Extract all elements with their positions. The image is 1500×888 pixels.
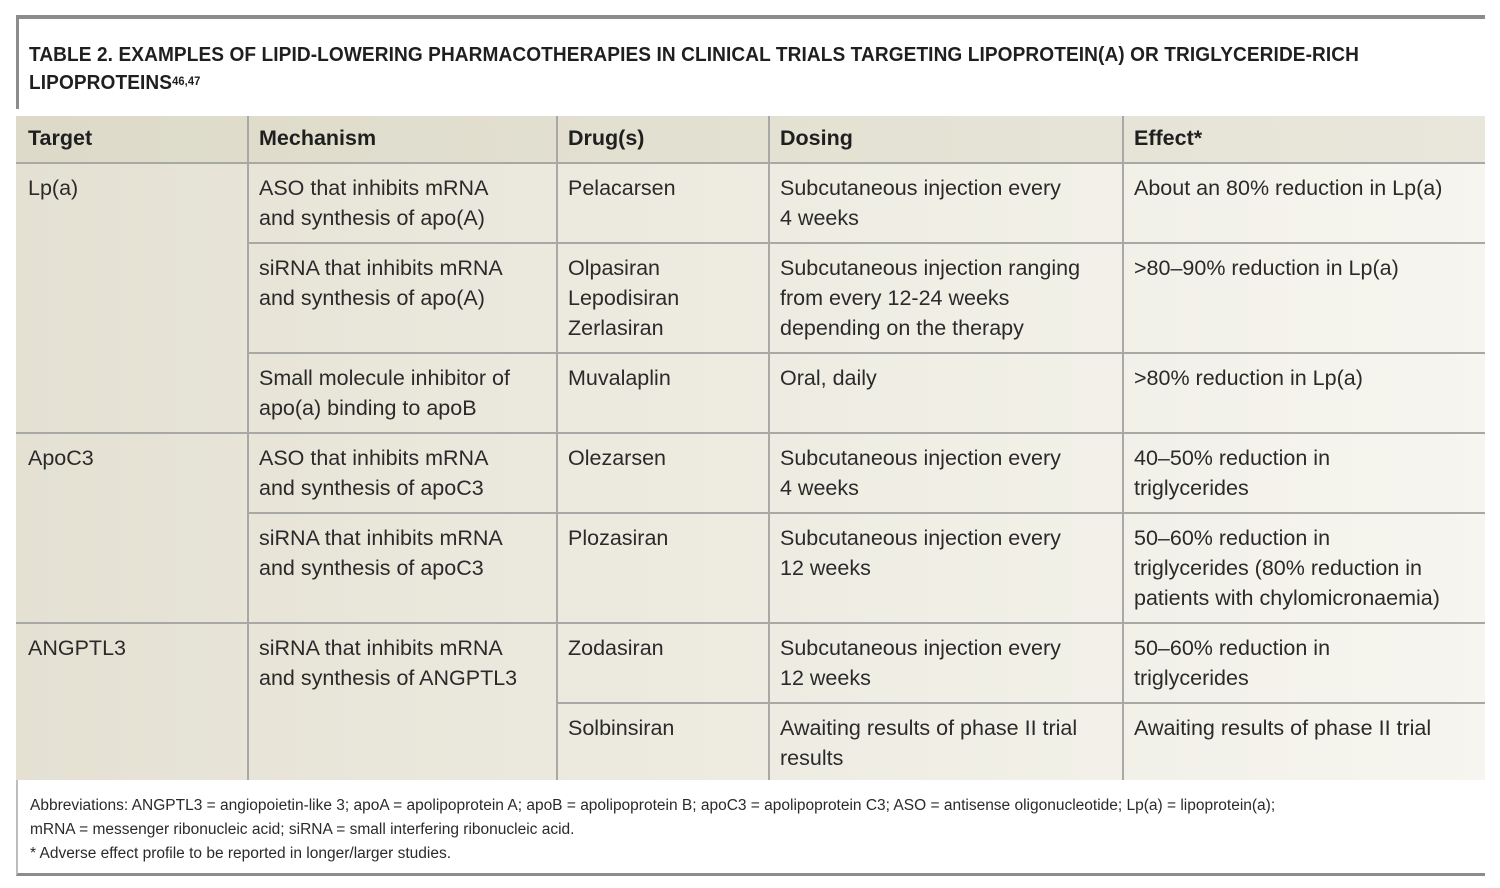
dosing-cell: Subcutaneous injection ranging from every 12-24 weeks depending on the therapy: [780, 256, 1081, 340]
data-table: [16, 116, 1485, 780]
target-apoc3: ApoC3: [28, 446, 94, 470]
footnote-adverse-effects: * Adverse effect profile to be reported in longer/larger studies.: [30, 845, 452, 862]
header-dosing: Dosing: [780, 126, 853, 150]
target-angptl3: ANGPTL3: [28, 636, 126, 660]
dosing-cell: Subcutaneous injection every 12 weeks: [780, 526, 1061, 580]
drug-cell: Pelacarsen: [568, 176, 676, 200]
drug-cell: Muvalaplin: [568, 366, 671, 390]
mechanism-cell: ASO that inhibits mRNA and synthesis of apo(A): [259, 176, 489, 230]
header-drugs: Drug(s): [568, 126, 645, 150]
mechanism-cell: siRNA that inhibits mRNA and synthesis of ANGPTL3: [259, 636, 518, 690]
dosing-cell: Subcutaneous injection every 4 weeks: [780, 446, 1061, 500]
effect-cell: 50–60% reduction in triglycerides: [1134, 636, 1331, 690]
drug-cell: Plozasiran: [568, 526, 669, 550]
footnote-abbreviations-1: Abbreviations: ANGPTL3 = angiopoietin-like 3; apoA = apolipoprotein A; apoB = apolipoprotein B; apoC3 = apolipoprotein C3; ASO = antisense oligonucleotide; Lp(a) = lipoprotein(a);: [30, 797, 1276, 814]
table-title-refs: 46,47: [172, 74, 201, 88]
drug-cell: Olezarsen: [568, 446, 666, 470]
header-effect: Effect*: [1134, 126, 1203, 150]
dosing-cell: Oral, daily: [780, 366, 877, 390]
mechanism-cell: ASO that inhibits mRNA and synthesis of apoC3: [259, 446, 489, 500]
mechanism-cell: Small molecule inhibitor of apo(a) binding to apoB: [259, 366, 510, 420]
effect-cell: 40–50% reduction in triglycerides: [1134, 446, 1331, 500]
mechanism-cell: siRNA that inhibits mRNA and synthesis of apo(A): [259, 256, 503, 310]
header-mechanism: Mechanism: [259, 126, 377, 150]
effect-cell: >80–90% reduction in Lp(a): [1134, 256, 1399, 280]
table-title: [29, 41, 1368, 97]
mechanism-cell: siRNA that inhibits mRNA and synthesis of apoC3: [259, 526, 503, 580]
drug-cell: Zodasiran: [568, 636, 664, 660]
drug-cell: Olpasiran Lepodisiran Zerlasiran: [568, 256, 680, 340]
header-target: Target: [28, 126, 93, 150]
table-footnotes: [16, 780, 1485, 876]
table-header-row: [16, 116, 1485, 162]
dosing-cell: Subcutaneous injection every 4 weeks: [780, 176, 1061, 230]
target-lpa: Lp(a): [28, 176, 79, 200]
dosing-cell: Subcutaneous injection every 12 weeks: [780, 636, 1061, 690]
effect-cell: >80% reduction in Lp(a): [1134, 366, 1363, 390]
footnote-abbreviations-2: mRNA = messenger ribonucleic acid; siRNA = small interfering ribonucleic acid.: [30, 821, 575, 838]
table-title-lead: TABLE 2.: [29, 43, 114, 66]
drug-cell: Solbinsiran: [568, 716, 675, 740]
dosing-cell: Awaiting results of phase II trial results: [780, 716, 1078, 770]
effect-cell: About an 80% reduction in Lp(a): [1134, 176, 1443, 200]
table-figure: [16, 15, 1485, 876]
table-title-text: EXAMPLES OF LIPID-LOWERING PHARMACOTHERAPIES IN CLINICAL TRIALS TARGETING LIPOPROTEIN(A) OR TRIGLYCERIDE-RICH LIPOPROTEINS: [29, 43, 1360, 94]
effect-cell: 50–60% reduction in triglycerides (80% reduction in patients with chylomicronaemia): [1134, 526, 1440, 610]
effect-cell: Awaiting results of phase II trial: [1134, 716, 1432, 740]
table-title-box: [16, 15, 1485, 109]
